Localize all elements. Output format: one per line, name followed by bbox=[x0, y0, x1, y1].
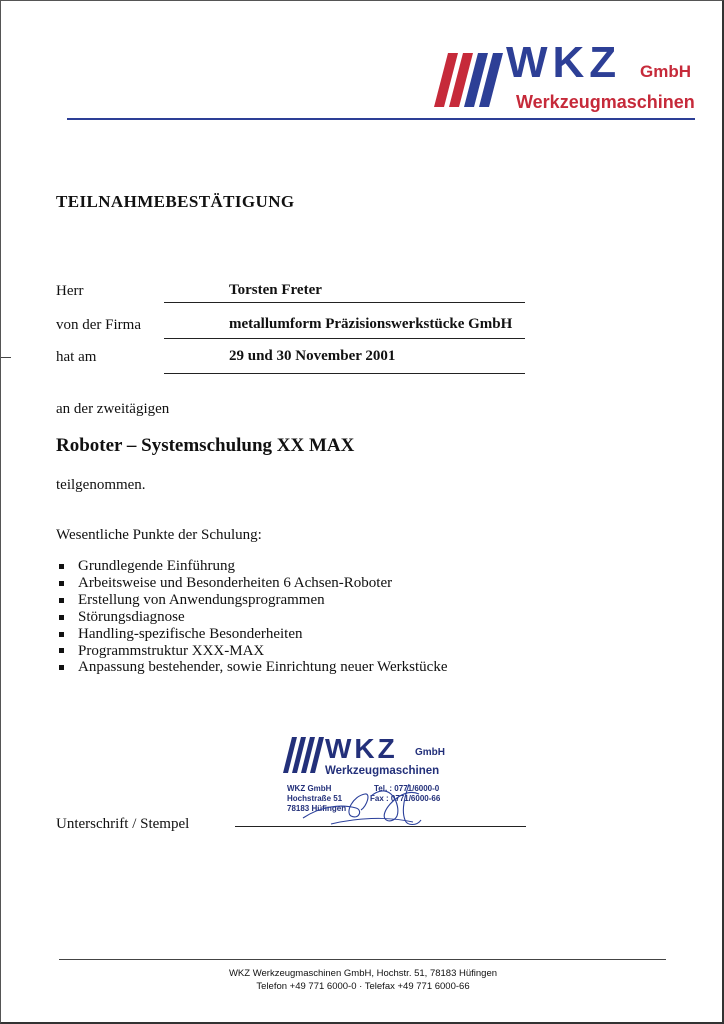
field-line-date bbox=[164, 373, 525, 374]
footer-address: WKZ Werkzeugmaschinen GmbH, Hochstr. 51, 78183 Hüfingen bbox=[228, 968, 498, 979]
bullet-icon bbox=[59, 598, 64, 603]
list-item-text: Programmstruktur XXX-MAX bbox=[78, 642, 265, 659]
bullet-icon bbox=[59, 665, 64, 670]
list-item bbox=[59, 659, 447, 676]
logo-subtitle: Werkzeugmaschinen bbox=[516, 92, 695, 112]
intro-text: an der zweitägigen bbox=[56, 401, 170, 417]
field-value-name: Torsten Freter bbox=[229, 282, 322, 298]
bullet-icon bbox=[59, 581, 64, 586]
handwritten-signature bbox=[301, 776, 451, 831]
bullet-icon bbox=[59, 648, 64, 653]
stamp-fax: Fax : 0771/6000-66 bbox=[370, 794, 441, 803]
field-label-company: von der Firma bbox=[56, 317, 141, 333]
list-item bbox=[59, 626, 447, 643]
document-title: TEILNAHMEBESTÄTIGUNG bbox=[56, 192, 295, 211]
field-line-name bbox=[164, 302, 525, 303]
list-item-text: Handling-spezifische Besonderheiten bbox=[78, 625, 303, 642]
company-logo bbox=[434, 38, 699, 117]
training-points-list bbox=[59, 558, 447, 676]
stamp-stripes-icon bbox=[283, 737, 325, 777]
footer-divider bbox=[59, 959, 666, 960]
signature-label: Unterschrift / Stempel bbox=[56, 816, 190, 832]
field-line-company bbox=[164, 338, 525, 339]
bullet-icon bbox=[59, 615, 64, 620]
field-label-date: hat am bbox=[56, 349, 97, 365]
stamp-city: 78183 Hüfingen bbox=[287, 804, 347, 813]
bullet-icon bbox=[59, 632, 64, 637]
list-item bbox=[59, 558, 447, 575]
list-item bbox=[59, 643, 447, 660]
list-item-text: Grundlegende Einführung bbox=[78, 558, 236, 574]
course-title: Roboter – Systemschulung XX MAX bbox=[56, 435, 355, 456]
field-label-name: Herr bbox=[56, 283, 84, 299]
bullet-icon bbox=[59, 564, 64, 569]
field-value-date: 29 und 30 November 2001 bbox=[229, 348, 396, 364]
stamp-gmbh: GmbH bbox=[415, 747, 445, 758]
list-item bbox=[59, 609, 447, 626]
list-item-text: Anpassung bestehender, sowie Einrichtung neuer Werkstücke bbox=[78, 659, 448, 676]
points-heading: Wesentliche Punkte der Schulung: bbox=[56, 527, 262, 543]
signature-line bbox=[235, 826, 526, 827]
participation-text: teilgenommen. bbox=[56, 477, 146, 493]
footer-contact: Telefon +49 771 6000-0 · Telefax +49 771 6000-66 bbox=[256, 981, 470, 992]
stamp-street: Hochstraße 51 bbox=[287, 794, 343, 803]
logo-gmbh: GmbH bbox=[640, 62, 691, 81]
stamp-wordmark: WKZ bbox=[325, 733, 398, 764]
list-item bbox=[59, 592, 447, 609]
stamp-subtitle: Werkzeugmaschinen bbox=[325, 765, 440, 777]
list-item-text: Störungsdiagnose bbox=[78, 608, 185, 625]
list-item-text: Arbeitsweise und Besonderheiten 6 Achsen-Roboter bbox=[78, 574, 393, 591]
stamp-phone: Tel. : 0771/6000-0 bbox=[374, 784, 440, 793]
list-item bbox=[59, 575, 447, 592]
logo-stripes-icon bbox=[434, 47, 504, 111]
margin-mark bbox=[1, 357, 11, 358]
header-divider bbox=[67, 118, 695, 120]
list-item-text: Erstellung von Anwendungsprogrammen bbox=[78, 591, 325, 608]
field-value-company: metallumform Präzisionswerkstücke GmbH bbox=[229, 316, 513, 332]
logo-wordmark: WKZ bbox=[506, 38, 622, 87]
stamp-company: WKZ GmbH bbox=[287, 784, 332, 793]
